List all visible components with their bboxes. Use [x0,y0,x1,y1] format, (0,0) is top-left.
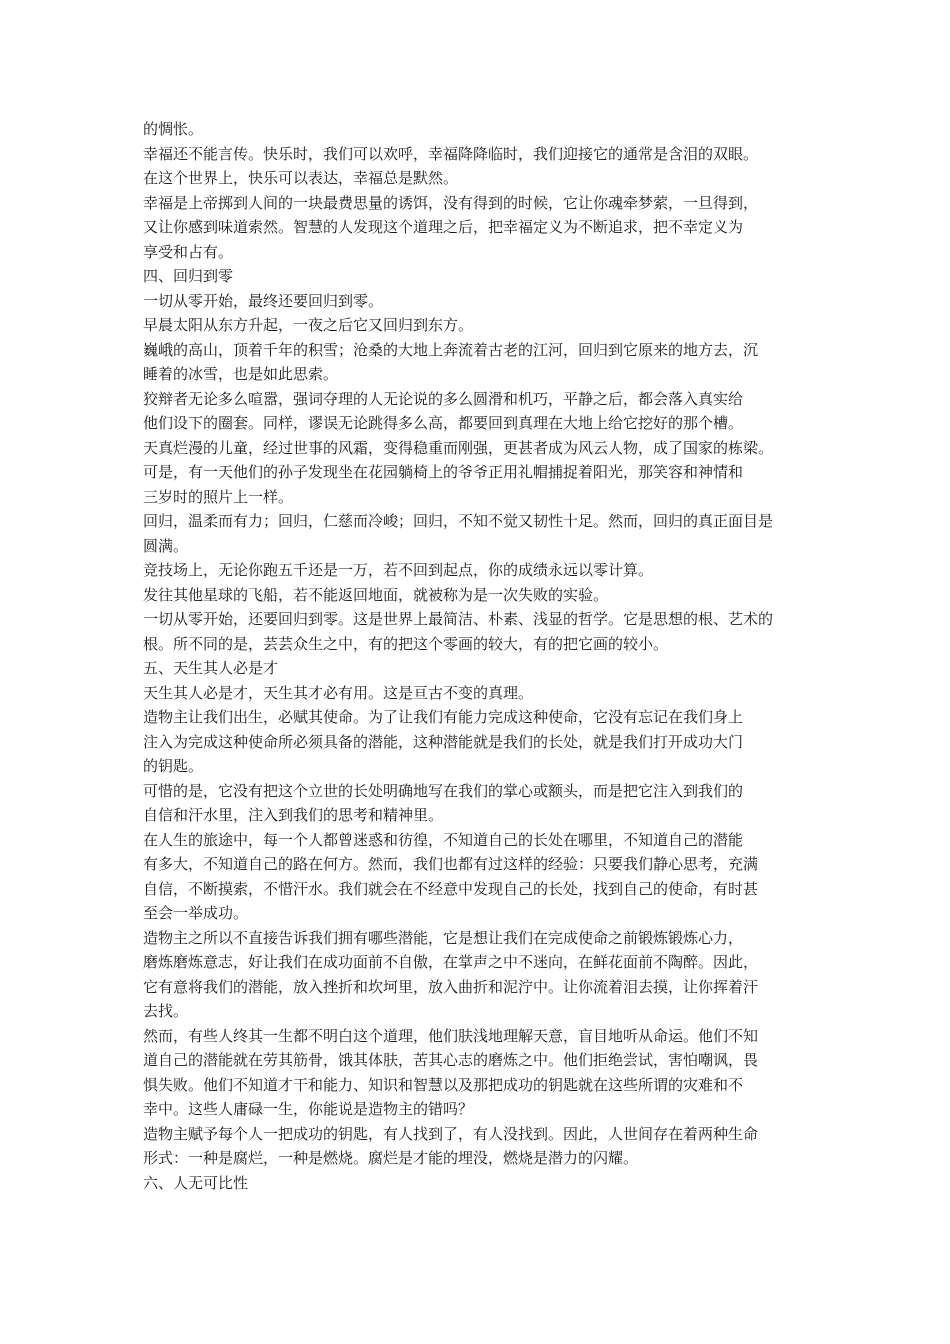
text-line: 圆满。 [143,536,189,555]
text-line: 睡着的冰雪，也是如此思索。 [143,365,339,383]
text-line: 磨炼磨炼意志，好让我们在成功面前不自傲，在掌声之中不迷向，在鲜花面前不陶醉。因此， [143,953,759,971]
text-line: 有多大，不知道自己的路在何方。然而，我们也都有过这样的经验：只要我们静心思考，充满 [143,855,759,873]
text-line: 可惜的是，它没有把这个立世的长处明确地写在我们的掌心或额头，而是把它注入到我们的 [143,781,744,800]
text-line: 造物主赋予每个人一把成功的钥匙，有人找到了，有人没找到。因此，人世间存在着两种生命 [143,1124,759,1143]
text-line: 自信和汗水里，注入到我们的思考和精神里。 [143,806,444,824]
text-line: 天真烂漫的儿童，经过世事的风霜，变得稳重而刚强，更甚者成为风云人物，成了国家的栋梁。 [143,438,774,457]
section-heading-5: 五、天生其人必是才 [143,659,279,677]
text-line: 回归，温柔而有力；回归，仁慈而冷峻；回归，不知不觉又韧性十足。然而，回归的真正面目是 [143,512,774,530]
text-line: 幸福还不能言传。快乐时，我们可以欢呼，幸福降降临时，我们迎接它的通常是含泪的双眼。 [143,144,759,163]
text-line: 幸福是上帝掷到人间的一块最费思量的诱饵，没有得到的时候，它让你魂牵梦萦，一旦得到， [143,193,759,212]
text-line: 造物主之所以不直接告诉我们拥有哪些潜能，它是想让我们在完成使命之前锻炼锻炼心力， [143,928,744,947]
text-line: 惧失败。他们不知道才干和能力、知识和智慧以及那把成功的钥匙就在这些所谓的灾难和不 [143,1075,744,1094]
text-line: 幸中。这些人庸碌一生，你能说是造物主的错吗？ [143,1100,474,1118]
text-line: 发往其他星球的飞船，若不能返回地面，就被称为是一次失败的实验。 [143,585,609,604]
text-line: 自信，不断摸索，不惜汗水。我们就会在不经意中发现自己的长处，找到自己的使命，有时甚 [143,879,759,898]
section-heading-4: 四、回归到零 [143,267,234,285]
text-line: 可是，有一天他们的孙子发现坐在花园躺椅上的爷爷正用礼帽捕捉着阳光，那笑容和神情和 [143,463,744,481]
text-line: 竞技场上，无论你跑五千还是一万，若不回到起点，你的成绩永远以零计算。 [143,561,654,579]
text-line: 一切从零开始，最终还要回归到零。 [143,291,384,310]
text-line: 至会一举成功。 [143,904,249,922]
text-line: 注入为完成这种使命所必须具备的潜能，这种潜能就是我们的长处，就是我们打开成功大门 [143,732,744,751]
text-line: 巍峨的高山，顶着千年的积雪；沧桑的大地上奔流着古老的江河，回归到它原来的地方去，沉 [143,340,759,359]
text-line: 形式：一种是腐烂，一种是燃烧。腐烂是才能的埋没，燃烧是潜力的闪耀。 [143,1149,639,1167]
text-line: 享受和占有。 [143,242,234,261]
text-line: 的惆怅。 [143,120,204,138]
text-line: 在人生的旅途中，每一个人都曾迷惑和彷徨，不知道自己的长处在哪里，不知道自己的潜能 [143,830,744,849]
text-line: 道自己的潜能就在劳其筋骨，饿其体肤，苦其心志的磨炼之中。他们拒绝尝试，害怕嘲讽，畏 [143,1051,759,1069]
text-line: 然而，有些人终其一生都不明白这个道理，他们肤浅地理解天意，盲目地听从命运。他们不知 [143,1026,759,1045]
text-line: 它有意将我们的潜能，放入挫折和坎坷里，放入曲折和泥泞中。让你流着泪去摸，让你挥着汗 [143,977,759,996]
text-line: 去找。 [143,1002,189,1020]
text-line: 一切从零开始，还要回归到零。这是世界上最简洁、朴素、浅显的哲学。它是思想的根、艺术的 [143,610,774,628]
section-heading-6: 六、人无可比性 [143,1173,249,1192]
text-line: 他们设下的圈套。同样，谬误无论跳得多么高，都要回到真理在大地上给它挖好的那个槽。 [143,414,744,432]
document-body [143,117,823,1195]
text-line: 又让你感到味道索然。智慧的人发现这个道理之后，把幸福定义为不断追求，把不幸定义为 [143,218,744,236]
text-line: 造物主让我们出生，必赋其使命。为了让我们有能力完成这种使命，它没有忘记在我们身上 [143,708,744,726]
text-line: 在这个世界上，快乐可以表达，幸福总是默然。 [143,169,459,187]
text-line: 三岁时的照片上一样。 [143,487,294,506]
text-line: 的钥匙。 [143,757,204,775]
text-line: 天生其人必是才，天生其才必有用。这是亘古不变的真理。 [143,683,534,702]
text-line: 早晨太阳从东方升起，一夜之后它又回归到东方。 [143,316,474,334]
text-line: 狡辩者无论多么喧嚣，强词夺理的人无论说的多么圆滑和机巧，平静之后，都会落入真实给 [143,389,744,408]
text-line: 根。所不同的是，芸芸众生之中，有的把这个零画的较大，有的把它画的较小。 [143,634,669,653]
